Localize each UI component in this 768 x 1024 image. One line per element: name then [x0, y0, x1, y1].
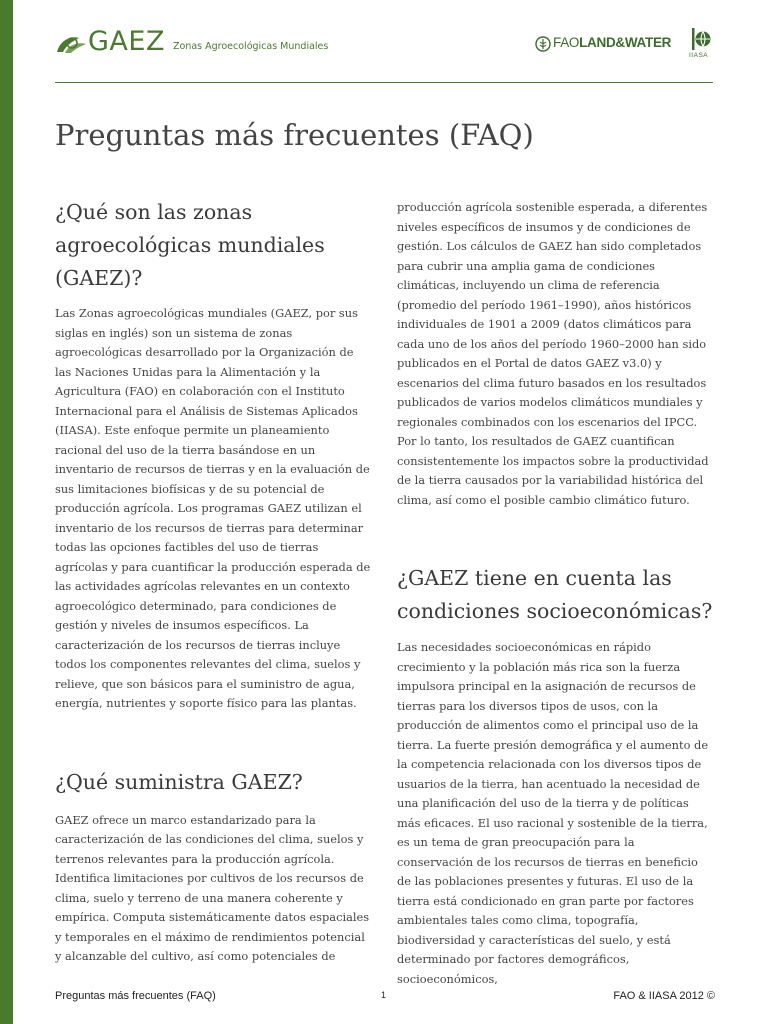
side-accent-bar — [0, 0, 13, 1024]
section-body-what-gaez-provides-continued: producción agrícola sostenible esperada, a diferentes niveles específicos de insumos y de condiciones de gestión. Los cálculos de GAEZ han sido completados para cubrir una amplia gama de condiciones climáticas, incluyendo un clima de referencia (promedio del período 1961–1990), años históricos individuales de 1901 a 2009 (datos climáticos para cada uno de los años del período 1960–2000 han sido publicados en el Portal de datos GAEZ v3.0) y escenarios del clima futuro basados en los resultados publicados de varios modelos climáticos mundiales y regionales combinados con los escenarios del IPCC. Por lo tanto, los resultados de GAEZ cuantifican consistentemente los impactos sobre la productividad de la tierra causados por la variabilidad histórica del clima, así como el posible cambio climático futuro. — [397, 200, 709, 507]
fao-emblem-icon — [535, 36, 551, 52]
section-body-what-is-gaez: Las Zonas agroecológicas mundiales (GAEZ, por sus siglas en inglés) son un sistema de zonas agroecológicas desarrollado por la Organización de las Naciones Unidas para la Alimentación y la Agricultura (FAO) en colaboración con el Instituto Internacional para el Análisis de Sistemas Aplicados (IIASA). Este enfoque permite un planeamiento racional del uso de la tierra basándose en un inventario de recursos de tierras y en la evaluación de sus limitaciones biofísicas y de su potencial de producción agrícola. Los programas GAEZ utilizan el inventario de los recursos de tierras para determinar todas las opciones factibles del uso de tierras agrícolas y para cuantificar la producción esperada de las actividades agrícolas relevantes en un contexto agroecológico determinado, para condiciones de gestión y niveles de insumos específicos. La caracterización de los recursos de tierras incluye todos los componentes relevantes del clima, suelos y relieve, que son básicos para el suministro de agua, energía, nutrientes y soporte físico para las plantas. — [55, 306, 371, 710]
page-footer — [55, 990, 715, 1006]
left-column — [55, 196, 371, 967]
iiasa-label: IIASA — [689, 52, 709, 59]
fao-prefix: FAO — [553, 35, 580, 50]
logo-wordmark: GAEZ — [88, 26, 165, 57]
section-body-what-gaez-provides: GAEZ ofrece un marco estandarizado para la caracterización de las condiciones del clima, suelos y terrenos relevantes para la producción agrícola. Identifica limitaciones por cultivos de los recursos de clima, suelo y terreno de una manera coherente y empírica. Computa sistemáticamente datos espaciales y temporales en el máximo de rendimientos potencial y alcanzable del cultivo, así como potenciales de — [55, 812, 370, 963]
page-title: Preguntas más frecuentes (FAQ) — [55, 118, 534, 152]
header-divider — [55, 82, 713, 83]
page-number: 1 — [381, 990, 387, 1000]
iiasa-globe-icon — [691, 28, 711, 50]
section-heading-what-is-gaez: ¿Qué son las zonas agroecológicas mundiales (GAEZ)? — [55, 200, 325, 290]
footer-title: Preguntas más frecuentes (FAQ) — [55, 990, 216, 1002]
leaf-icon — [55, 32, 87, 56]
section-heading-what-gaez-provides: ¿Qué suministra GAEZ? — [55, 769, 303, 794]
logo-subtitle: Zonas Agroecológicas Mundiales — [173, 41, 329, 52]
fao-land-water: LAND&WATER — [579, 35, 672, 50]
iiasa-logo[interactable] — [689, 28, 713, 62]
footer-copyright: FAO & IIASA 2012 © — [613, 990, 715, 1002]
fao-wordmark — [553, 35, 671, 50]
page-header — [55, 28, 715, 62]
section-body-socioeconomic: Las necesidades socioeconómicas en rápido crecimiento y la población más rica son la fuerza impulsora principal en la asignación de recursos de tierras para los diversos tipos de usos, con la producción de alimentos como el principal uso de la tierra. La fuerte presión demográfica y el aumento de la competencia relacionada con los diversos tipos de usuarios de la tierra, han acentuado la necesidad de una planificación del uso de la tierra y de políticas más eficaces. El uso racional y sostenible de la tierra, es un tema de gran preocupación para la conservación de los recursos de tierras en beneficio de las poblaciones presentes y futuras. El uso de la tierra está condicionado en gran parte por factores ambientales tales como clima, topografía, biodiversidad y características del suelo, y está determinado por factores demográficos, socioeconómicos, — [397, 640, 709, 986]
right-column — [397, 198, 713, 989]
section-heading-socioeconomic: ¿GAEZ tiene en cuenta las condiciones socioeconómicas? — [397, 566, 713, 623]
